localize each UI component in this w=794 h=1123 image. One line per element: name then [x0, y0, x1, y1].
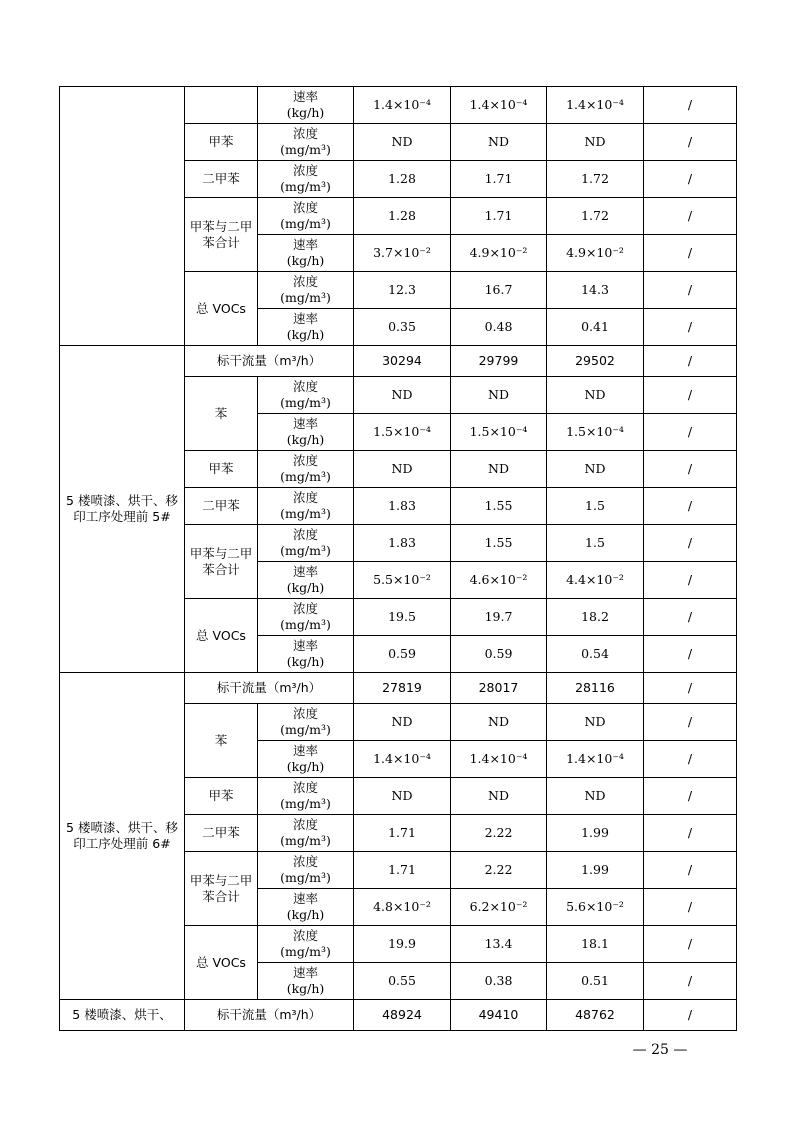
value-cell: ND: [451, 704, 547, 741]
parameter-cell: 浓度 (mg/m³): [258, 704, 354, 741]
value-cell: ND: [354, 377, 451, 414]
value-cell: ND: [547, 451, 644, 488]
value-cell: 0.41: [547, 309, 644, 346]
flow-rate-label: 标干流量（m³/h）: [185, 673, 354, 704]
value-cell: 2.22: [451, 852, 547, 889]
parameter-cell: 浓度 (mg/m³): [258, 488, 354, 525]
parameter-cell: 速率 (kg/h): [258, 309, 354, 346]
value-cell: 1.5×10⁻⁴: [451, 414, 547, 451]
value-cell: 1.83: [354, 525, 451, 562]
value-cell: 30294: [354, 346, 451, 377]
pollutant-cell: 苯: [185, 704, 258, 778]
standard-cell: /: [644, 636, 737, 673]
pollutant-cell: 二甲苯: [185, 488, 258, 525]
pollutant-cell: 甲苯: [185, 451, 258, 488]
pollutant-cell: 总 VOCs: [185, 272, 258, 346]
parameter-cell: 速率 (kg/h): [258, 963, 354, 1000]
value-cell: 1.4×10⁻⁴: [354, 87, 451, 124]
standard-cell: /: [644, 778, 737, 815]
standard-cell: /: [644, 87, 737, 124]
standard-cell: /: [644, 963, 737, 1000]
value-cell: 0.59: [451, 636, 547, 673]
value-cell: 1.5×10⁻⁴: [547, 414, 644, 451]
parameter-cell: 速率 (kg/h): [258, 889, 354, 926]
flow-rate-label: 标干流量（m³/h）: [185, 346, 354, 377]
value-cell: 3.7×10⁻²: [354, 235, 451, 272]
value-cell: 0.51: [547, 963, 644, 1000]
pollutant-cell: 苯: [185, 377, 258, 451]
standard-cell: /: [644, 673, 737, 704]
value-cell: 19.5: [354, 599, 451, 636]
value-cell: 6.2×10⁻²: [451, 889, 547, 926]
standard-cell: /: [644, 124, 737, 161]
parameter-cell: 速率 (kg/h): [258, 562, 354, 599]
parameter-cell: 浓度 (mg/m³): [258, 525, 354, 562]
sampling-point-cell: 5 楼喷漆、烘干、移印工序处理前 5#: [60, 346, 185, 673]
standard-cell: /: [644, 377, 737, 414]
parameter-cell: 速率 (kg/h): [258, 235, 354, 272]
flow-rate-label: 标干流量（m³/h）: [185, 1000, 354, 1031]
pollutant-cell: 甲苯与二甲苯合计: [185, 198, 258, 272]
value-cell: 28116: [547, 673, 644, 704]
value-cell: 0.54: [547, 636, 644, 673]
value-cell: 1.71: [451, 198, 547, 235]
parameter-cell: 浓度 (mg/m³): [258, 451, 354, 488]
value-cell: ND: [547, 124, 644, 161]
standard-cell: /: [644, 599, 737, 636]
value-cell: 1.4×10⁻⁴: [451, 741, 547, 778]
value-cell: 27819: [354, 673, 451, 704]
value-cell: 1.4×10⁻⁴: [354, 741, 451, 778]
pollutant-cell: 总 VOCs: [185, 599, 258, 673]
value-cell: 1.28: [354, 161, 451, 198]
standard-cell: /: [644, 488, 737, 525]
value-cell: 1.4×10⁻⁴: [547, 87, 644, 124]
value-cell: 4.6×10⁻²: [451, 562, 547, 599]
value-cell: ND: [451, 377, 547, 414]
standard-cell: /: [644, 815, 737, 852]
value-cell: 1.72: [547, 198, 644, 235]
value-cell: 1.71: [451, 161, 547, 198]
parameter-cell: 浓度 (mg/m³): [258, 778, 354, 815]
value-cell: ND: [547, 377, 644, 414]
value-cell: 1.55: [451, 488, 547, 525]
value-cell: 5.5×10⁻²: [354, 562, 451, 599]
parameter-cell: 浓度 (mg/m³): [258, 377, 354, 414]
pollutant-cell: 甲苯与二甲苯合计: [185, 852, 258, 926]
sampling-point-cell: [60, 87, 185, 346]
value-cell: ND: [354, 451, 451, 488]
value-cell: 29502: [547, 346, 644, 377]
value-cell: ND: [354, 704, 451, 741]
value-cell: 18.1: [547, 926, 644, 963]
pollutant-cell: [185, 87, 258, 124]
table-row: [60, 346, 737, 377]
value-cell: 5.6×10⁻²: [547, 889, 644, 926]
table-row: [60, 673, 737, 704]
value-cell: 0.38: [451, 963, 547, 1000]
value-cell: 0.59: [354, 636, 451, 673]
value-cell: 1.71: [354, 815, 451, 852]
value-cell: 14.3: [547, 272, 644, 309]
value-cell: 4.9×10⁻²: [451, 235, 547, 272]
value-cell: 18.2: [547, 599, 644, 636]
standard-cell: /: [644, 525, 737, 562]
value-cell: 1.99: [547, 815, 644, 852]
value-cell: ND: [451, 451, 547, 488]
standard-cell: /: [644, 309, 737, 346]
parameter-cell: 浓度 (mg/m³): [258, 161, 354, 198]
parameter-cell: 浓度 (mg/m³): [258, 124, 354, 161]
standard-cell: /: [644, 161, 737, 198]
value-cell: 0.48: [451, 309, 547, 346]
parameter-cell: 速率 (kg/h): [258, 414, 354, 451]
parameter-cell: 浓度 (mg/m³): [258, 198, 354, 235]
pollutant-cell: 二甲苯: [185, 815, 258, 852]
value-cell: 19.9: [354, 926, 451, 963]
pollutant-cell: 总 VOCs: [185, 926, 258, 1000]
value-cell: ND: [354, 778, 451, 815]
standard-cell: /: [644, 704, 737, 741]
standard-cell: /: [644, 741, 737, 778]
value-cell: 0.55: [354, 963, 451, 1000]
page-number: — 25 —: [632, 1042, 688, 1058]
table-row: [60, 87, 737, 124]
value-cell: 1.5×10⁻⁴: [354, 414, 451, 451]
value-cell: 29799: [451, 346, 547, 377]
value-cell: 1.5: [547, 525, 644, 562]
value-cell: 1.83: [354, 488, 451, 525]
standard-cell: /: [644, 414, 737, 451]
value-cell: 12.3: [354, 272, 451, 309]
value-cell: 0.35: [354, 309, 451, 346]
value-cell: 1.72: [547, 161, 644, 198]
value-cell: 48924: [354, 1000, 451, 1031]
value-cell: 4.8×10⁻²: [354, 889, 451, 926]
standard-cell: /: [644, 198, 737, 235]
parameter-cell: 浓度 (mg/m³): [258, 852, 354, 889]
value-cell: 4.4×10⁻²: [547, 562, 644, 599]
standard-cell: /: [644, 346, 737, 377]
value-cell: 4.9×10⁻²: [547, 235, 644, 272]
standard-cell: /: [644, 451, 737, 488]
parameter-cell: 浓度 (mg/m³): [258, 926, 354, 963]
value-cell: 1.5: [547, 488, 644, 525]
value-cell: ND: [451, 778, 547, 815]
value-cell: 13.4: [451, 926, 547, 963]
value-cell: 1.71: [354, 852, 451, 889]
standard-cell: /: [644, 235, 737, 272]
value-cell: ND: [354, 124, 451, 161]
monitoring-results-table: [59, 86, 737, 1031]
value-cell: 1.4×10⁻⁴: [547, 741, 644, 778]
value-cell: 1.28: [354, 198, 451, 235]
standard-cell: /: [644, 926, 737, 963]
standard-cell: /: [644, 889, 737, 926]
parameter-cell: 浓度 (mg/m³): [258, 815, 354, 852]
standard-cell: /: [644, 852, 737, 889]
parameter-cell: 速率 (kg/h): [258, 636, 354, 673]
value-cell: 48762: [547, 1000, 644, 1031]
value-cell: 1.99: [547, 852, 644, 889]
value-cell: 19.7: [451, 599, 547, 636]
value-cell: 28017: [451, 673, 547, 704]
pollutant-cell: 二甲苯: [185, 161, 258, 198]
standard-cell: /: [644, 272, 737, 309]
pollutant-cell: 甲苯: [185, 124, 258, 161]
parameter-cell: 速率 (kg/h): [258, 741, 354, 778]
value-cell: 1.4×10⁻⁴: [451, 87, 547, 124]
sampling-point-cell: 5 楼喷漆、烘干、: [60, 1000, 185, 1031]
value-cell: 49410: [451, 1000, 547, 1031]
standard-cell: /: [644, 1000, 737, 1031]
pollutant-cell: 甲苯与二甲苯合计: [185, 525, 258, 599]
parameter-cell: 浓度 (mg/m³): [258, 599, 354, 636]
value-cell: 1.55: [451, 525, 547, 562]
value-cell: ND: [547, 778, 644, 815]
standard-cell: /: [644, 562, 737, 599]
table-row: [60, 1000, 737, 1031]
parameter-cell: 浓度 (mg/m³): [258, 272, 354, 309]
value-cell: 16.7: [451, 272, 547, 309]
parameter-cell: 速率 (kg/h): [258, 87, 354, 124]
pollutant-cell: 甲苯: [185, 778, 258, 815]
sampling-point-cell: 5 楼喷漆、烘干、移印工序处理前 6#: [60, 673, 185, 1000]
value-cell: 2.22: [451, 815, 547, 852]
value-cell: ND: [547, 704, 644, 741]
value-cell: ND: [451, 124, 547, 161]
